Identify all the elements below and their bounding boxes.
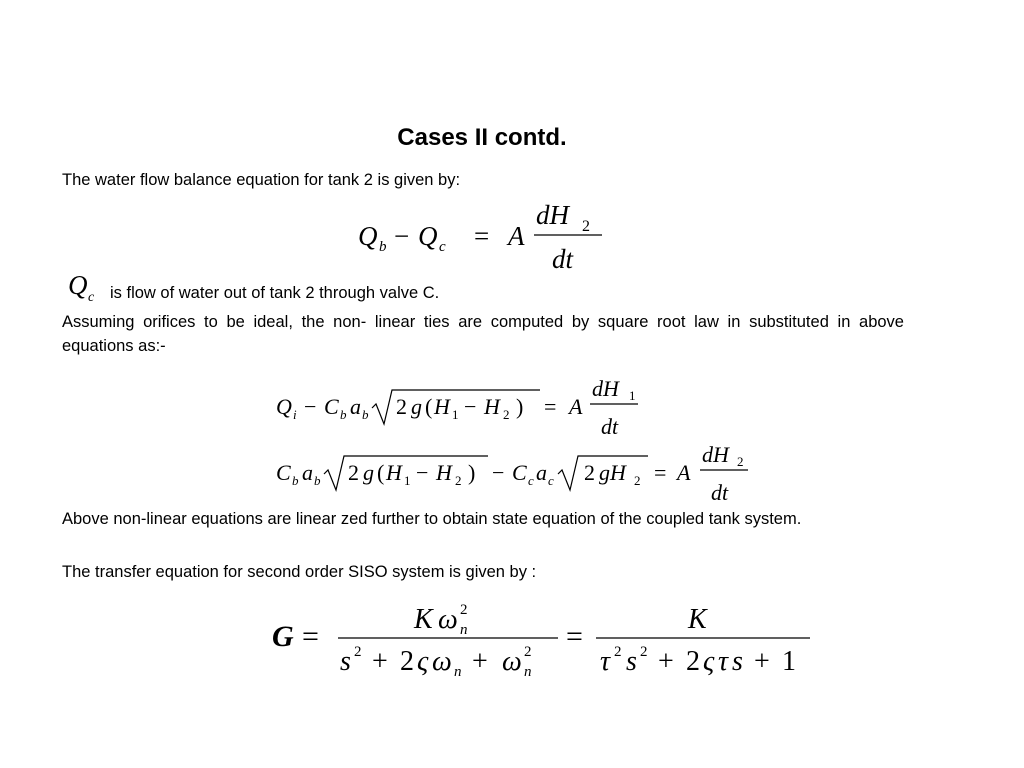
svg-text:dH: dH	[702, 442, 729, 467]
svg-text:A: A	[508, 221, 525, 251]
svg-text:g: g	[363, 460, 374, 485]
assumption-text: Assuming orifices to be ideal, the non- linear ties are computed by square root law in substituted in above equations as:-	[62, 313, 904, 355]
svg-text:H: H	[436, 460, 452, 485]
svg-text:c: c	[439, 239, 446, 255]
svg-text:b: b	[362, 407, 369, 422]
svg-text:ω: ω	[432, 646, 452, 677]
nonlinear-equation-2	[272, 440, 762, 506]
svg-text:2: 2	[460, 602, 468, 618]
svg-text:+: +	[658, 646, 674, 677]
svg-text:+: +	[472, 646, 488, 677]
svg-text:K: K	[688, 604, 707, 635]
svg-text:c: c	[528, 473, 534, 488]
intro-text: The water flow balance equation for tank 2 is given by:	[62, 171, 461, 189]
slide-title: Cases II contd.	[397, 124, 567, 151]
svg-text:=: =	[654, 460, 667, 485]
svg-text:2: 2	[354, 644, 362, 660]
svg-text:ω: ω	[502, 646, 522, 677]
svg-text:A: A	[569, 394, 583, 419]
svg-text:2: 2	[737, 454, 744, 469]
svg-text:ς: ς	[417, 646, 429, 677]
svg-text:1: 1	[629, 388, 636, 403]
qc-symbol	[64, 268, 108, 308]
svg-text:+: +	[754, 646, 770, 677]
svg-text:Q: Q	[418, 221, 438, 251]
svg-text:1: 1	[404, 473, 411, 488]
svg-text:K: K	[414, 604, 433, 635]
svg-text:Q: Q	[276, 394, 292, 419]
svg-text:a: a	[536, 460, 547, 485]
svg-text:−: −	[394, 221, 410, 251]
svg-text:2: 2	[640, 644, 648, 660]
svg-text:s: s	[732, 646, 743, 677]
balance-equation	[352, 198, 612, 276]
svg-text:+: +	[372, 646, 388, 677]
svg-text:2: 2	[614, 644, 622, 660]
svg-text:c: c	[88, 290, 95, 305]
svg-text:c: c	[548, 473, 554, 488]
svg-text:(: (	[425, 394, 433, 419]
svg-text:n: n	[524, 664, 532, 680]
svg-text:=: =	[544, 394, 557, 419]
svg-text:H: H	[484, 394, 500, 419]
svg-text:): )	[516, 394, 524, 419]
svg-text:2: 2	[584, 460, 595, 485]
svg-text:(: (	[377, 460, 385, 485]
svg-text:ω: ω	[438, 604, 458, 635]
svg-text:g: g	[411, 394, 422, 419]
svg-text:Q: Q	[358, 221, 378, 251]
svg-text:Q: Q	[68, 270, 88, 300]
svg-text:=: =	[474, 221, 490, 251]
svg-text:2: 2	[582, 218, 590, 235]
svg-text:dH: dH	[536, 200, 569, 230]
svg-text:2: 2	[524, 644, 532, 660]
svg-text:i: i	[293, 407, 297, 422]
svg-text:): )	[468, 460, 476, 485]
transfer-intro-text: The transfer equation for second order SISO system is given by :	[62, 563, 537, 581]
svg-text:s: s	[340, 646, 351, 677]
linearization-text: Above non-linear equations are linear zed further to obtain state equation of the coupled tank system.	[62, 510, 802, 528]
svg-text:1: 1	[782, 646, 796, 677]
svg-text:b: b	[379, 239, 387, 255]
nonlinear-equation-1	[272, 374, 652, 440]
svg-text:b: b	[340, 407, 347, 422]
svg-text:C: C	[276, 460, 291, 485]
svg-text:τ: τ	[718, 646, 729, 677]
svg-text:2: 2	[686, 646, 700, 677]
svg-text:−: −	[492, 460, 505, 485]
svg-text:dt: dt	[552, 244, 574, 274]
transfer-equation	[266, 594, 826, 684]
svg-text:2: 2	[396, 394, 407, 419]
svg-text:H: H	[434, 394, 450, 419]
svg-text:2: 2	[455, 473, 462, 488]
svg-text:n: n	[454, 664, 462, 680]
svg-text:A: A	[677, 460, 691, 485]
svg-text:n: n	[460, 622, 468, 638]
svg-text:dt: dt	[601, 414, 619, 439]
svg-text:−: −	[416, 460, 429, 485]
svg-text:gH: gH	[599, 460, 626, 485]
svg-text:2: 2	[634, 473, 641, 488]
svg-text:s: s	[626, 646, 637, 677]
svg-text:=: =	[302, 620, 319, 653]
svg-text:2: 2	[348, 460, 359, 485]
svg-text:τ: τ	[600, 646, 611, 677]
svg-text:H: H	[386, 460, 402, 485]
svg-text:dH: dH	[592, 376, 619, 401]
svg-text:C: C	[324, 394, 339, 419]
svg-text:−: −	[304, 394, 317, 419]
svg-text:G: G	[272, 620, 294, 653]
svg-text:−: −	[464, 394, 477, 419]
svg-text:b: b	[314, 473, 321, 488]
svg-text:2: 2	[400, 646, 414, 677]
svg-text:C: C	[512, 460, 527, 485]
svg-text:ς: ς	[703, 646, 715, 677]
svg-text:2: 2	[503, 407, 510, 422]
svg-text:=: =	[566, 620, 583, 653]
svg-text:dt: dt	[711, 480, 729, 505]
svg-text:1: 1	[452, 407, 459, 422]
qc-description: is flow of water out of tank 2 through valve C.	[110, 284, 440, 302]
svg-text:a: a	[350, 394, 361, 419]
svg-text:a: a	[302, 460, 313, 485]
svg-text:b: b	[292, 473, 299, 488]
